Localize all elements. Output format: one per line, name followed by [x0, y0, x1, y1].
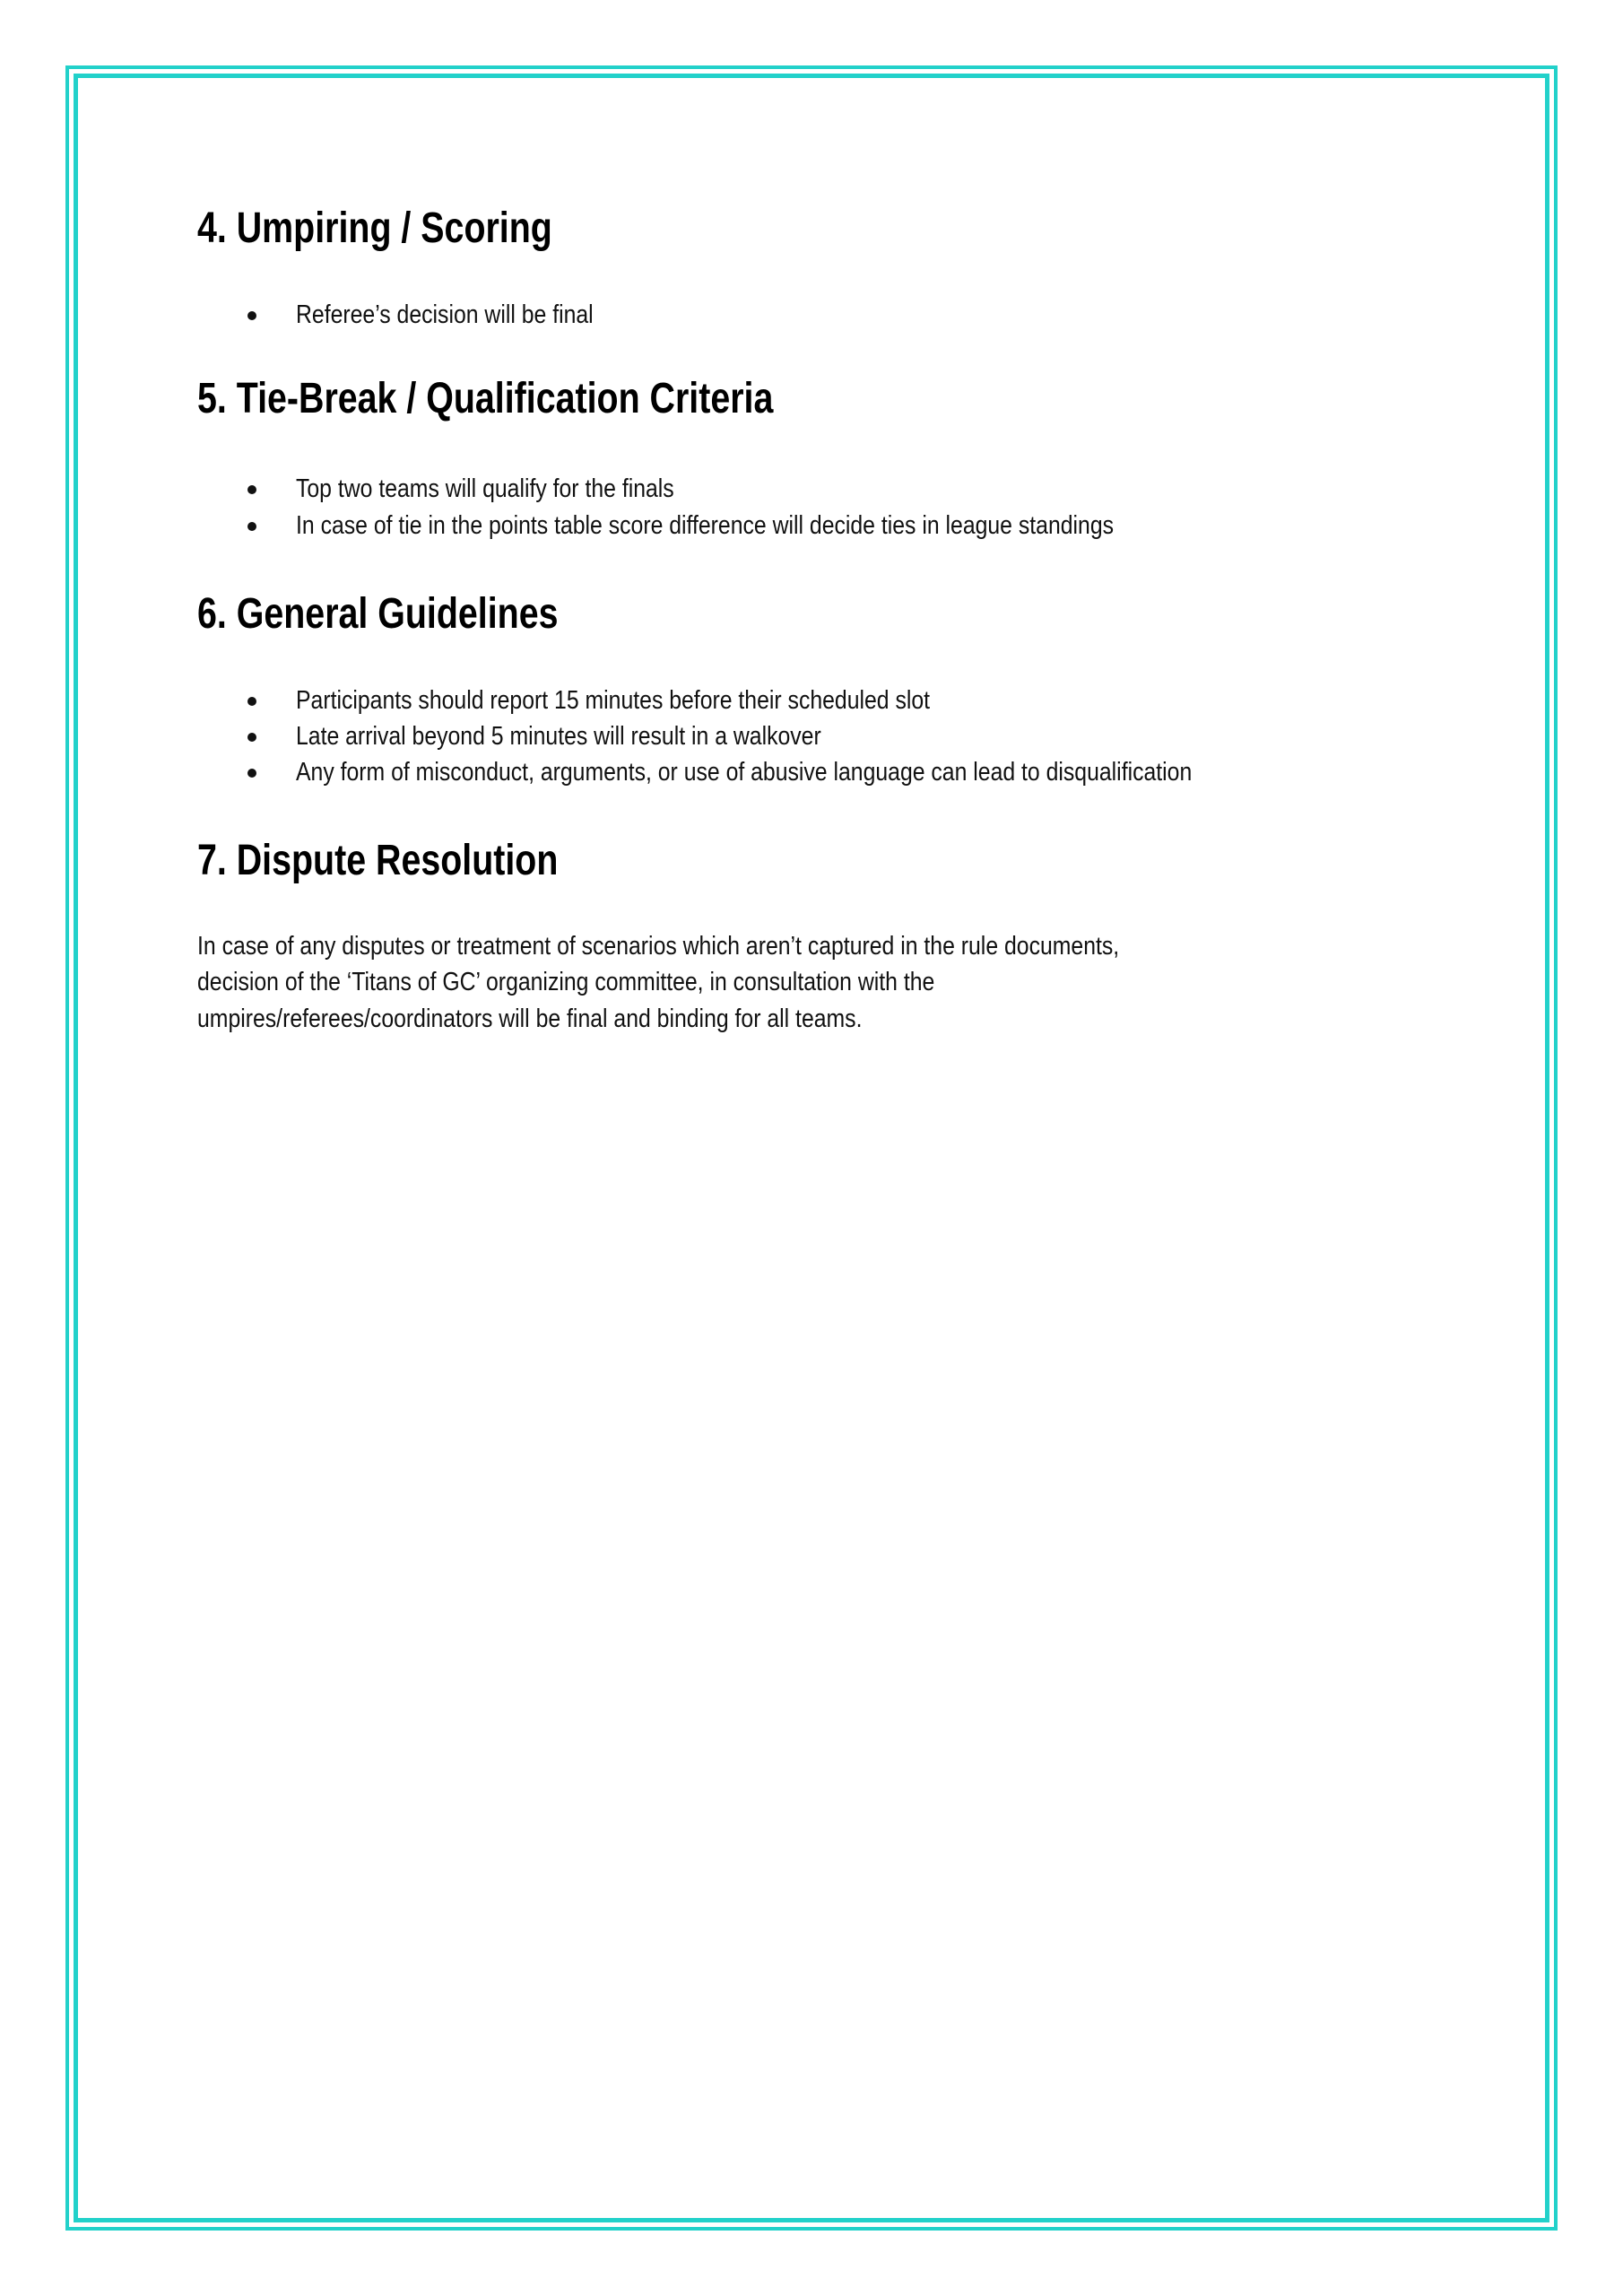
list-item: Late arrival beyond 5 minutes will result in a walkover	[296, 722, 821, 751]
list-item: Participants should report 15 minutes before their scheduled slot	[296, 686, 931, 715]
bullet-icon	[247, 522, 256, 531]
section-heading-tie-break: 5. Tie-Break / Qualification Criteria	[197, 375, 774, 422]
bullet-icon	[247, 697, 256, 706]
list-item: Top two teams will qualify for the finals	[296, 474, 674, 503]
paragraph-line: In case of any disputes or treatment of scenarios which aren’t captured in the rule documents,	[197, 932, 1120, 961]
paragraph-line: decision of the ‘Titans of GC’ organizing committee, in consultation with the	[197, 968, 935, 996]
bullet-icon	[247, 485, 256, 494]
list-item: In case of tie in the points table score difference will decide ties in league standings	[296, 511, 1115, 540]
section-heading-umpiring-scoring: 4. Umpiring / Scoring	[197, 204, 552, 252]
list-item: Referee’s decision will be final	[296, 300, 594, 329]
section-heading-general-guidelines: 6. General Guidelines	[197, 590, 559, 638]
bullet-icon	[247, 769, 256, 778]
section-heading-dispute-resolution: 7. Dispute Resolution	[197, 837, 559, 884]
bullet-icon	[247, 311, 256, 320]
paragraph-line: umpires/referees/coordinators will be final and binding for all teams.	[197, 1004, 863, 1033]
list-item: Any form of misconduct, arguments, or use of abusive language can lead to disqualification	[296, 758, 1193, 787]
bullet-icon	[247, 733, 256, 742]
